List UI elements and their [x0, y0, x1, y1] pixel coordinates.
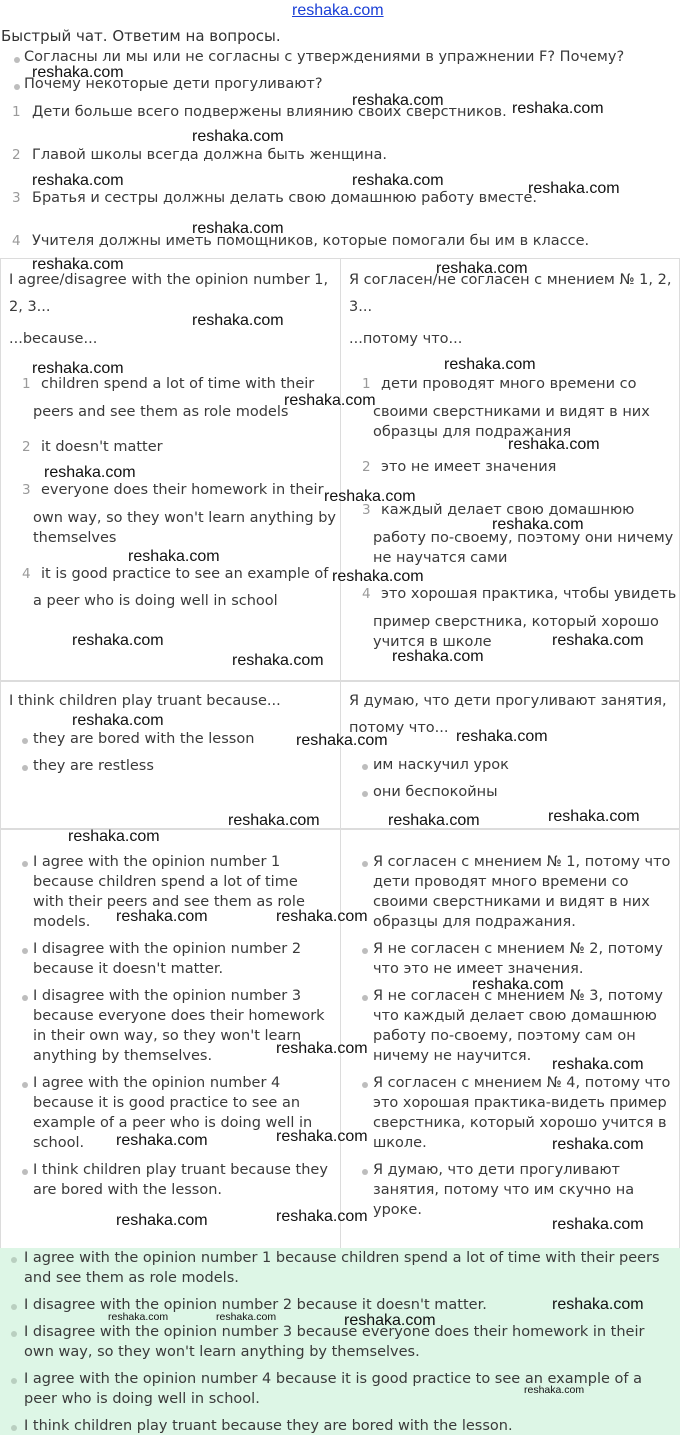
watermark: reshaka.com	[192, 128, 284, 145]
answer-line: Я согласен с мнением № 4, потому что	[373, 1075, 671, 1091]
answer-line: Я не согласен с мнением № 2, потому	[373, 941, 663, 957]
answer-line: own way, so they won't learn anything by themselves.	[24, 1344, 420, 1360]
item-text: everyone does their homework in their	[41, 482, 324, 498]
table-lead: потому что...	[349, 720, 449, 736]
bullet-icon	[11, 1257, 17, 1263]
item-text: не научатся сами	[373, 550, 508, 566]
watermark: reshaka.com	[116, 1212, 208, 1229]
item-number: 4	[22, 566, 31, 582]
answer-line: занятия, потому что им скучно на	[373, 1182, 635, 1198]
answer-line: I think children play truant because they are bored with the lesson.	[24, 1418, 513, 1434]
answer-line: уроке.	[373, 1202, 422, 1218]
watermark: reshaka.com	[388, 812, 480, 829]
statement-number: 1	[12, 104, 21, 120]
answer-line: because it doesn't matter.	[33, 961, 224, 977]
watermark: reshaka.com	[552, 1296, 644, 1313]
watermark: reshaka.com	[456, 728, 548, 745]
item-number: 3	[362, 502, 371, 518]
bullet-icon	[22, 948, 28, 954]
bullet-icon	[362, 1082, 368, 1088]
item-text: работу по-своему, поэтому они ничему	[373, 530, 674, 546]
item-text: children spend a lot of time with their	[41, 376, 315, 392]
watermark: reshaka.com	[552, 632, 644, 649]
watermark: reshaka.com	[552, 1056, 644, 1073]
statement-number: 4	[12, 233, 21, 249]
bullet-icon	[22, 738, 28, 744]
answer-line: своими сверстниками и видят в них	[373, 894, 650, 910]
item-number: 2	[362, 459, 371, 475]
answer-line: что каждый делает свою домашнюю	[373, 1008, 657, 1024]
column-divider	[340, 680, 341, 828]
watermark: reshaka.com	[472, 976, 564, 993]
bullet-icon	[11, 1378, 17, 1384]
table-lead: 2, 3...	[9, 299, 51, 315]
watermark: reshaka.com	[32, 64, 124, 81]
watermark: reshaka.com	[352, 92, 444, 109]
item-text: a peer who is doing well in school	[33, 593, 278, 609]
statement-number: 3	[12, 190, 21, 206]
watermark: reshaka.com	[192, 220, 284, 237]
watermark: reshaka.com	[444, 356, 536, 373]
table-lead: Я думаю, что дети прогуливают занятия,	[349, 693, 667, 709]
item-number: 2	[22, 439, 31, 455]
statement-number: 2	[12, 147, 21, 163]
column-divider	[340, 828, 341, 1248]
bullet-icon	[22, 1082, 28, 1088]
item-text: they are restless	[33, 758, 154, 774]
bullet-icon	[22, 765, 28, 771]
answer-line: работу по-своему, поэтому сам он	[373, 1028, 636, 1044]
item-text: они беспокойны	[373, 784, 498, 800]
item-text: это не имеет значения	[381, 459, 557, 475]
answer-line: I disagree with the opinion number 2 because it doesn't matter.	[24, 1297, 487, 1313]
answer-line: I agree with the opinion number 4	[33, 1075, 281, 1091]
bullet-icon	[22, 861, 28, 867]
watermark: reshaka.com	[276, 1040, 368, 1057]
item-text: учится в школе	[373, 634, 492, 650]
bullet-icon	[362, 861, 368, 867]
watermark: reshaka.com	[32, 360, 124, 377]
item-number: 1	[22, 376, 31, 392]
question: Согласны ли мы или не согласны с утверждениями в упражнении F? Почему?	[24, 49, 625, 65]
bullet-icon	[22, 1169, 28, 1175]
watermark: reshaka.com	[332, 568, 424, 585]
answer-line: Я думаю, что дети прогуливают	[373, 1162, 620, 1178]
answer-line: Я не согласен с мнением № 3, потому	[373, 988, 663, 1004]
statement: Братья и сестры должны делать свою домашнюю работу вместе.	[32, 190, 538, 206]
answer-line: школе.	[373, 1135, 427, 1151]
bullet-icon	[362, 764, 368, 770]
answer-line: дети проводят много времени со	[373, 874, 629, 890]
answer-line: school.	[33, 1135, 85, 1151]
answer-line: что это не имеет значения.	[373, 961, 584, 977]
bullet-icon	[14, 84, 20, 90]
item-text: пример сверстника, который хорошо	[373, 614, 659, 630]
watermark: reshaka.com	[296, 732, 388, 749]
statement: Дети больше всего подвержены влиянию своих сверстников.	[32, 104, 507, 120]
bullet-icon	[22, 995, 28, 1001]
bullet-icon	[11, 1425, 17, 1431]
item-text: it is good practice to see an example of	[41, 566, 329, 582]
watermark: reshaka.com	[492, 516, 584, 533]
watermark: reshaka.com	[68, 828, 160, 845]
table-lead: I think children play truant because...	[9, 693, 281, 709]
answer-line: anything by themselves.	[33, 1048, 213, 1064]
watermark: reshaka.com	[324, 488, 416, 505]
watermark: reshaka.com	[232, 652, 324, 669]
statement: Учителя должны иметь помощников, которые помогали бы им в классе.	[32, 233, 590, 249]
question: Почему некоторые дети прогуливают?	[24, 76, 323, 92]
site-link[interactable]: reshaka.com	[292, 2, 384, 19]
watermark: reshaka.com	[116, 1132, 208, 1149]
answer-line: Я согласен с мнением № 1, потому что	[373, 854, 671, 870]
answer-line: are bored with the lesson.	[33, 1182, 223, 1198]
watermark: reshaka.com	[228, 812, 320, 829]
item-text: own way, so they won't learn anything by	[33, 510, 336, 526]
answer-line: I agree with the opinion number 4 because it is good practice to see an example of a	[24, 1371, 642, 1387]
watermark: reshaka.com	[552, 1136, 644, 1153]
answer-line: сверстника, который хорошо учится в	[373, 1115, 667, 1131]
page-title: Быстрый чат. Ответим на вопросы.	[1, 27, 281, 45]
item-number: 3	[22, 482, 31, 498]
watermark: reshaka.com	[508, 436, 600, 453]
answer-line: with their peers and see them as role	[33, 894, 305, 910]
bullet-icon	[362, 1169, 368, 1175]
answer-line: это хорошая практика-видеть пример	[373, 1095, 667, 1111]
answer-line: because everyone does their homework	[33, 1008, 325, 1024]
watermark: reshaka.com	[32, 256, 124, 273]
answer-line: peer who is doing well in school.	[24, 1391, 260, 1407]
watermark: reshaka.com	[72, 712, 164, 729]
answer-line: I disagree with the opinion number 2	[33, 941, 302, 957]
answer-line: I think children play truant because they	[33, 1162, 328, 1178]
watermark: reshaka.com	[344, 1312, 436, 1329]
watermark: reshaka.com	[276, 1128, 368, 1145]
answer-line: and see them as role models.	[24, 1270, 239, 1286]
watermark: reshaka.com	[276, 908, 368, 925]
answer-line: in their own way, so they won't learn	[33, 1028, 302, 1044]
answer-line: ничему не научится.	[373, 1048, 532, 1064]
table-lead: Я согласен/не согласен с мнением № 1, 2,	[349, 272, 672, 288]
bullet-icon	[14, 57, 20, 63]
answer-line: I agree with the opinion number 1 because children spend a lot of time with their peers	[24, 1250, 660, 1266]
item-text: это хорошая практика, чтобы увидеть	[381, 586, 677, 602]
item-text: дети проводят много времени со	[381, 376, 637, 392]
answer-line: I disagree with the opinion number 3 because everyone does their homework in their	[24, 1324, 645, 1340]
item-number: 1	[362, 376, 371, 392]
column-divider	[340, 258, 341, 680]
watermark: reshaka.com	[128, 548, 220, 565]
table-lead: I agree/disagree with the opinion number 1,	[9, 272, 329, 288]
watermark: reshaka.com	[392, 648, 484, 665]
answer-line: образцы для подражания.	[373, 914, 576, 930]
answer-line: example of a peer who is doing well in	[33, 1115, 313, 1131]
bullet-icon	[11, 1304, 17, 1310]
watermark: reshaka.com	[548, 808, 640, 825]
answer-line: I agree with the opinion number 1	[33, 854, 281, 870]
watermark: reshaka.com	[552, 1216, 644, 1233]
item-number: 4	[362, 586, 371, 602]
answer-line: I disagree with the opinion number 3	[33, 988, 302, 1004]
item-text: им наскучил урок	[373, 757, 509, 773]
item-text: it doesn't matter	[41, 439, 163, 455]
watermark: reshaka.com	[72, 632, 164, 649]
watermark: reshaka.com	[44, 464, 136, 481]
watermark: reshaka.com	[284, 392, 376, 409]
answer-line: because children spend a lot of time	[33, 874, 298, 890]
bullet-icon	[11, 1331, 17, 1337]
watermark: reshaka.com	[528, 180, 620, 197]
statement: Главой школы всегда должна быть женщина.	[32, 147, 387, 163]
watermark: reshaka.com	[276, 1208, 368, 1225]
bullet-icon	[362, 995, 368, 1001]
item-text: своими сверстниками и видят в них	[373, 404, 650, 420]
table-lead: 3...	[349, 299, 373, 315]
watermark: reshaka.com	[512, 100, 604, 117]
item-text: themselves	[33, 530, 117, 546]
item-text: they are bored with the lesson	[33, 731, 255, 747]
watermark: reshaka.com	[108, 1311, 169, 1323]
watermark: reshaka.com	[216, 1311, 277, 1323]
answer-line: models.	[33, 914, 91, 930]
watermark: reshaka.com	[32, 172, 124, 189]
bullet-icon	[362, 791, 368, 797]
item-text: peers and see them as role models	[33, 404, 289, 420]
bullet-icon	[362, 948, 368, 954]
watermark: reshaka.com	[524, 1384, 585, 1396]
table-because: ...потому что...	[349, 331, 463, 347]
item-text: каждый делает свою домашнюю	[381, 502, 635, 518]
watermark: reshaka.com	[116, 908, 208, 925]
watermark: reshaka.com	[192, 312, 284, 329]
answer-line: because it is good practice to see an	[33, 1095, 301, 1111]
watermark: reshaka.com	[352, 172, 444, 189]
watermark: reshaka.com	[436, 260, 528, 277]
item-text: образцы для подражания	[373, 424, 572, 440]
table-because: ...because...	[9, 331, 98, 347]
